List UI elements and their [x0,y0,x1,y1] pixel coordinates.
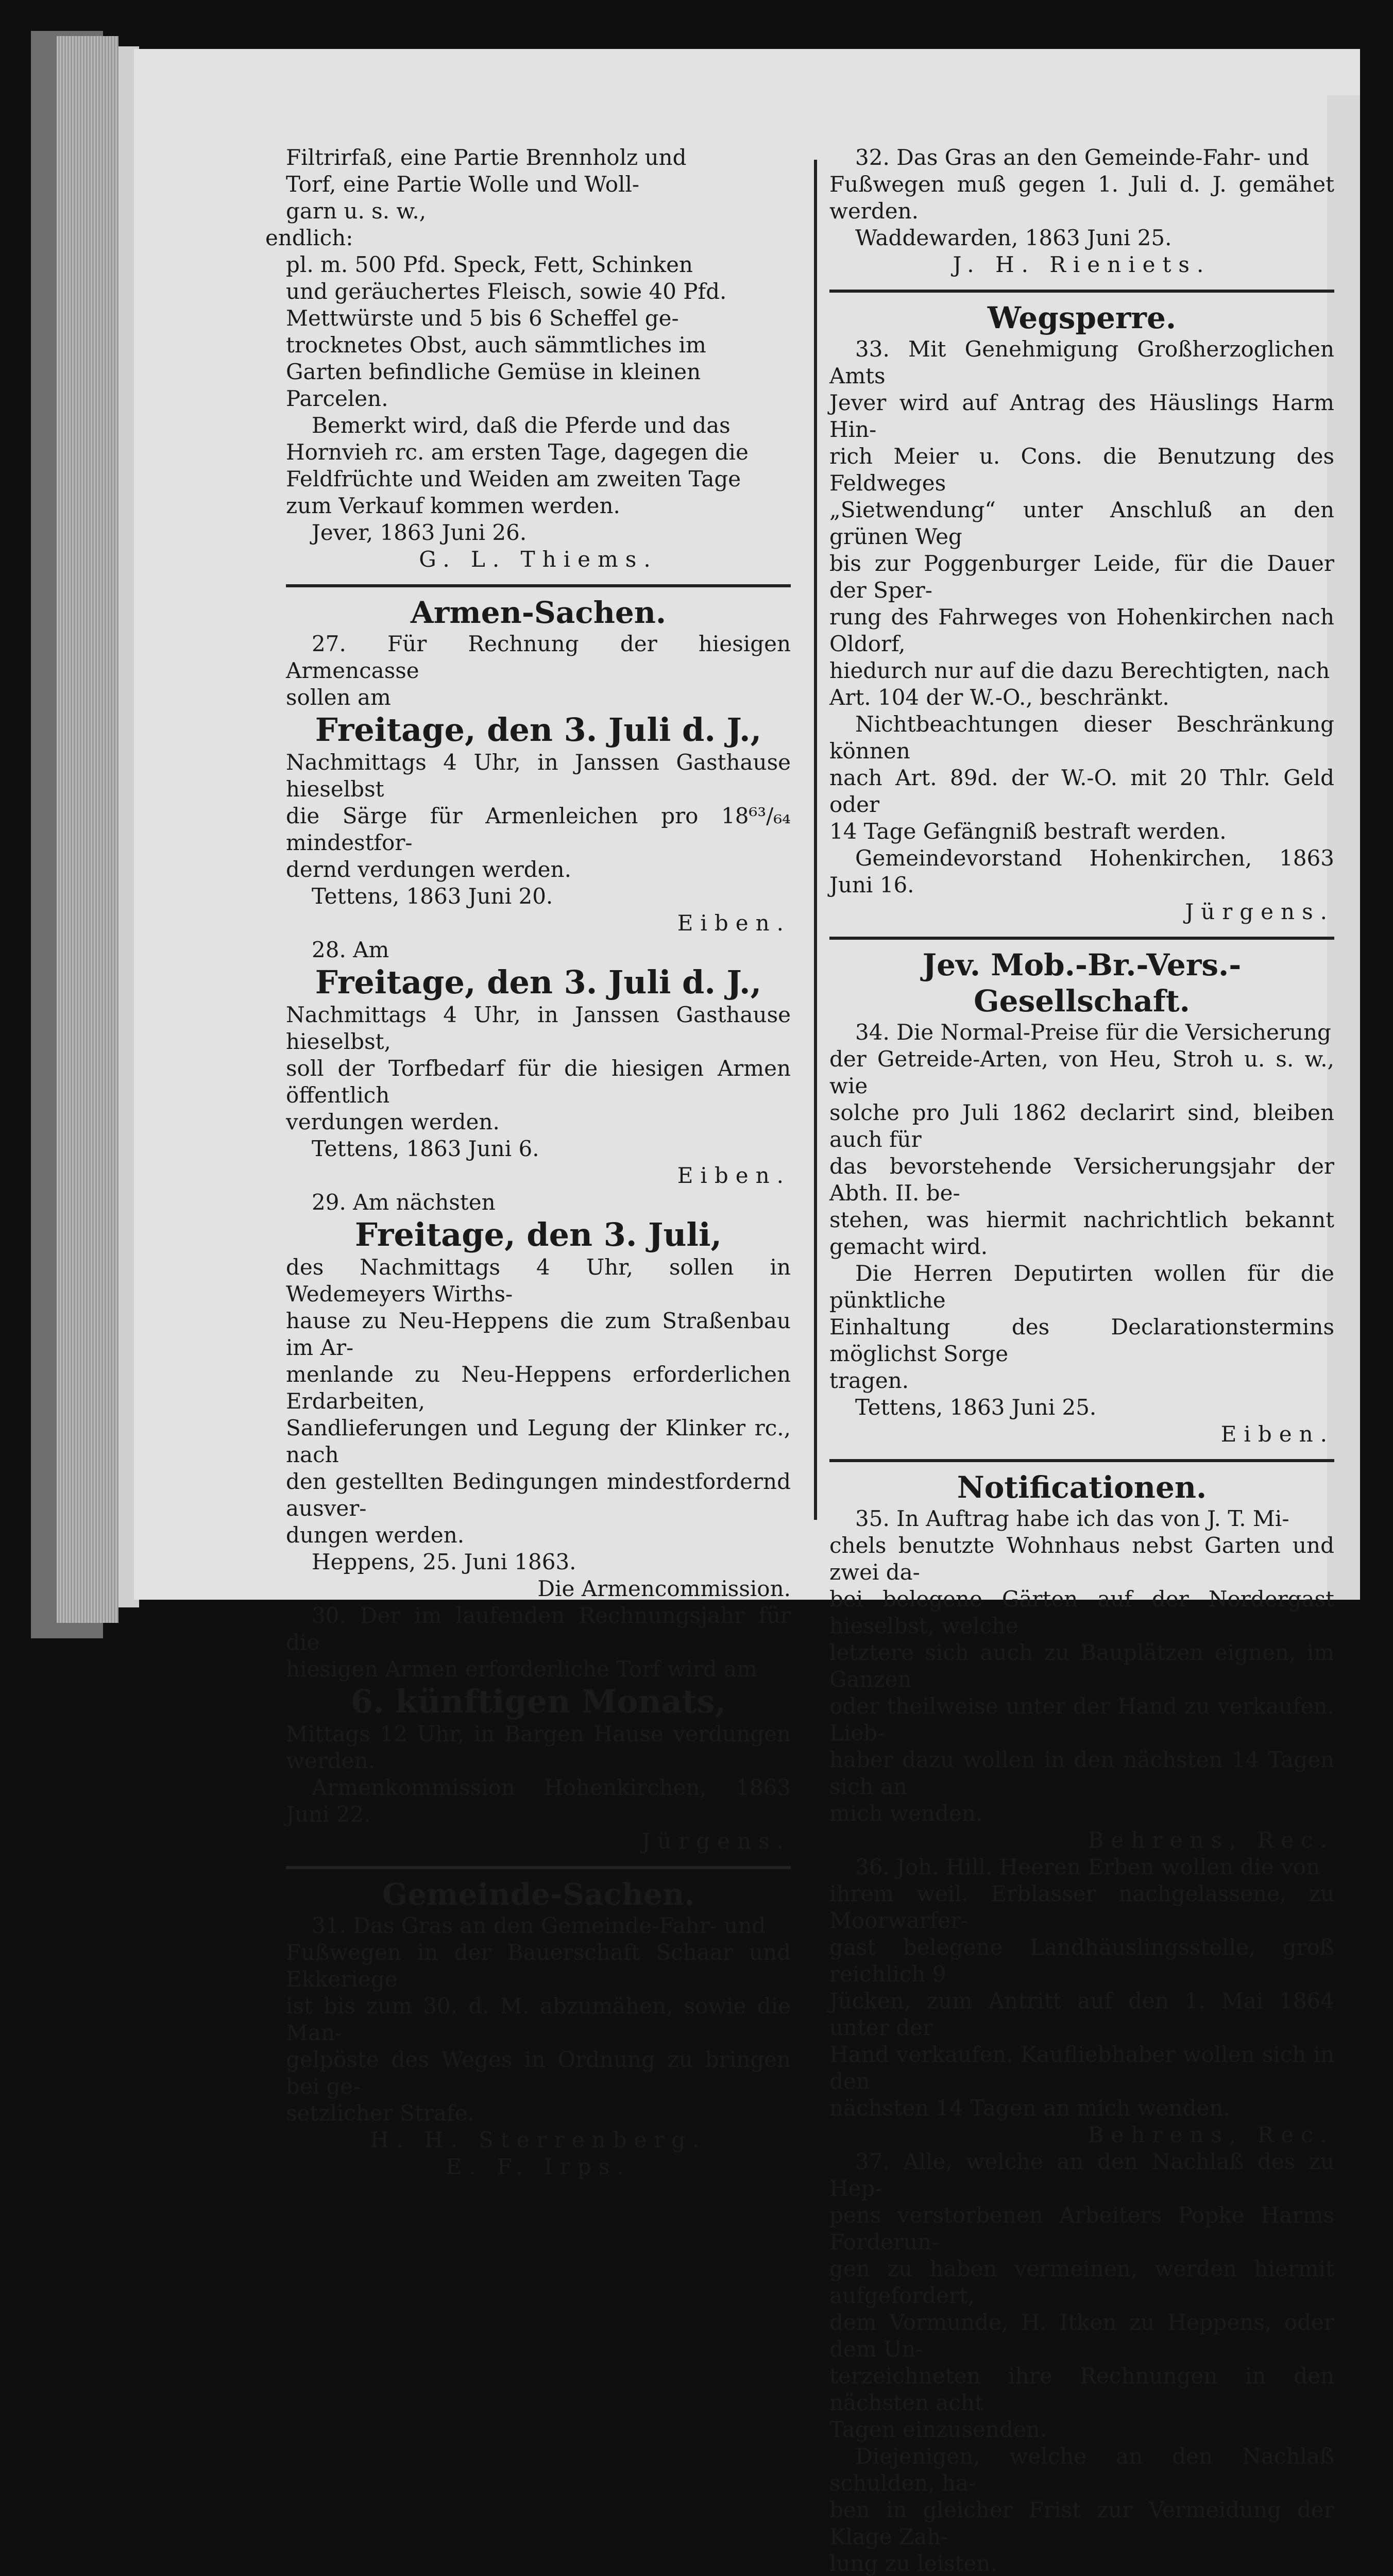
text-line: Nachmittags 4 Uhr, in Janssen Gasthause hieselbst [286,750,791,802]
text-line: 33. Mit Genehmigung Großherzoglichen Amts [829,336,1334,388]
text-line: die Särge für Armenleichen pro 18⁶³/₆₄ mindestfor- [286,803,791,855]
text-line: gelpöste des Weges in Ordnung zu bringen bei ge- [286,2047,791,2099]
signature: Jürgens. [641,1828,791,1854]
text-line: trocknetes Obst, auch sämmtliches im [286,332,706,358]
text-line: pl. m. 500 Pfd. Speck, Fett, Schinken [286,252,693,277]
text-line: Gemeindevorstand Hohenkirchen, 1863 Juni 16. [829,845,1334,897]
text-line: Tagen einzusenden. [829,2417,1047,2442]
date-headline: 6. künftigen Monats, [350,1683,726,1720]
text-line: ihrem weil. Erblasser nachgelassene, zu Moorwarfer- [829,1881,1334,1933]
text-line: chels benutzte Wohnhaus nebst Garten und zwei da- [829,1533,1334,1585]
text-line: Tettens, 1863 Juni 6. [312,1136,539,1161]
text-line: pens verstorbenen Arbeiters Popke Harms Forderun- [829,2202,1334,2255]
text-line: letztere sich auch zu Bauplätzen eignen, im Ganzen [829,1640,1334,1692]
text-line: nach Art. 89d. der W.-O. mit 20 Thlr. Geld oder [829,765,1334,817]
text-line: der Getreide-Arten, von Heu, Stroh u. s. w., wie [829,1046,1334,1098]
signature: J. H. Rieniets. [953,252,1211,277]
text-line: Armenkommission Hohenkirchen, 1863 Juni 22. [286,1775,791,1827]
text-line: „Sietwendung“ unter Anschluß an den grünen Weg [829,497,1334,549]
text-line: sollen am [286,685,391,710]
section-rule [286,1866,791,1869]
text-line: tragen. [829,1368,909,1393]
text-line: Hand verkaufen. Kaufliebhaber wollen sich in den [829,2042,1334,2094]
signature: Eiben. [677,910,791,936]
text-line: Sandlieferungen und Legung der Klinker rc., nach [286,1415,791,1467]
text-line: hause zu Neu-Heppens die zum Straßenbau im Ar- [286,1308,791,1360]
text-line: Waddewarden, 1863 Juni 25. [855,225,1172,250]
text-line: das bevorstehende Versicherungsjahr der Abth. II. be- [829,1154,1334,1206]
text-line: 14 Tage Gefängniß bestraft werden. [829,819,1227,844]
text-line: 29. Am nächsten [312,1190,496,1215]
text-line: Parcelen. [286,386,388,411]
signature: E. F. Irps. [446,2154,631,2179]
text-line: dungen werden. [286,1522,465,1548]
text-line: zum Verkauf kommen werden. [286,493,620,518]
text-line: Feldfrüchte und Weiden am zweiten Tage [286,466,741,492]
text-line: 31. Das Gras an den Gemeinde-Fahr- und [312,1913,766,1938]
text-line: hiedurch nur auf die dazu Berechtigten, nach [829,658,1330,683]
text-line: Bemerkt wird, daß die Pferde und das [312,413,731,438]
text-line: mich wenden. [829,1801,983,1826]
text-line: verdungen werden. [286,1109,500,1134]
text-line: menlande zu Neu-Heppens erforderlichen Erdarbeiten, [286,1362,791,1414]
text-line: Diejenigen, welche an den Nachlaß schulden, ha- [829,2444,1334,2496]
text-line: rich Meier u. Cons. die Benutzung des Feldweges [829,444,1334,496]
date-headline: Freitage, den 3. Juli d. J., [315,711,762,749]
text-line: Hornvieh rc. am ersten Tage, dagegen die [286,439,749,465]
section-title: Jev. Mob.-Br.-Vers.-Gesellschaft. [922,947,1242,1019]
signature: Behrens, Rec. [1088,1827,1334,1853]
signature: G. L. Thiems. [419,547,658,572]
text-line: ist bis zum 30. d. M. abzumähen, sowie die Man- [286,1993,791,2045]
section-rule [286,584,791,587]
text-line: lung zu leisten. [829,2551,997,2576]
text-line: Heppens, 25. Juni 1863. [312,1549,576,1574]
text-line: soll der Torfbedarf für die hiesigen Armen öffentlich [286,1056,791,1108]
text-line: garn u. s. w., [286,198,427,224]
text-line: Fußwegen muß gegen 1. Juli d. J. gemähet werden. [829,172,1334,224]
text-line: Jever wird auf Antrag des Häuslings Harm Hin- [829,390,1334,442]
text-line: Jever, 1863 Juni 26. [312,520,527,545]
date-headline: Freitage, den 3. Juli d. J., [315,963,762,1001]
section-rule [829,1459,1334,1462]
text-line: Torf, eine Partie Wolle und Woll- [286,172,640,197]
page-stack [57,36,118,1623]
right-column [829,144,1334,2576]
text-line: Nichtbeachtungen dieser Beschränkung können [829,711,1334,764]
text-line: dem Vormunde, H. Itken zu Heppens, oder dem Un- [829,2310,1334,2362]
text-line: 36. Joh. Hill. Heeren Erben wollen die von [855,1854,1320,1879]
text-line: stehen, was hiermit nachrichtlich bekannt gemacht wird. [829,1207,1334,1259]
signature: Eiben. [677,1163,791,1188]
text-line: haber dazu wollen in den nächsten 14 Tagen sich an [829,1747,1334,1799]
text-line: terzeichneten ihre Rechnungen in den nächsten acht [829,2363,1334,2415]
text-line: 28. Am [312,937,389,962]
text-line: 37. Alle, welche an den Nachlaß des zu Hep- [829,2149,1334,2201]
text-line: Mettwürste und 5 bis 6 Scheffel ge- [286,306,679,331]
text-line: 34. Die Normal-Preise für die Versicherung [855,1020,1331,1045]
text-line: 32. Das Gras an den Gemeinde-Fahr- und [855,145,1310,170]
text-line: Fußwegen in der Bauerschaft Schaar und Ekkeriege [286,1940,791,1992]
text-line: Die Herren Deputirten wollen für die pünktliche [829,1261,1334,1313]
signature: Eiben. [1220,1421,1334,1447]
text-line: setzlicher Strafe. [286,2100,474,2126]
text-line: ben in gleicher Frist zur Vermeidung der Klage Zah- [829,2497,1334,2549]
text-line: nächsten 14 Tagen an mich wenden. [829,2095,1230,2121]
section-title: Wegsperre. [987,300,1177,335]
text-line: des Nachmittags 4 Uhr, sollen in Wedemeyers Wirths- [286,1255,791,1307]
text-line: dernd verdungen werden. [286,857,571,882]
text-line: und geräuchertes Fleisch, sowie 40 Pfd. [286,279,727,304]
text-line: Tettens, 1863 Juni 25. [855,1395,1097,1420]
signature: Jürgens. [1185,899,1334,924]
text-line: gast belegene Landhäuslingsstelle, groß reichlich 9 [829,1935,1334,1987]
text-line: 35. In Auftrag habe ich das von J. T. Mi- [855,1506,1289,1531]
signature: Behrens, Rec. [1088,2122,1334,2147]
text-line: Einhaltung des Declarationstermins möglichst Sorge [829,1314,1334,1366]
section-rule [829,937,1334,940]
signature: Die Armencommission. [537,1576,791,1601]
section-title: Notificationen. [957,1470,1207,1505]
text-line: Jücken, zum Antritt auf den 1. Mai 1864 unter der [829,1988,1334,2040]
text-line: Filtrirfaß, eine Partie Brennholz und [286,145,687,170]
left-column [265,144,791,2180]
text-line: bis zur Poggenburger Leide, für die Dauer der Sper- [829,551,1334,603]
intro-text [265,144,791,573]
text-line: gen zu haben vermeinen, werden hiermit aufgefordert, [829,2256,1334,2308]
text-line: Garten befindliche Gemüse in kleinen [286,359,701,384]
text-line: Art. 104 der W.-O., beschränkt. [829,685,1169,710]
text-line: hiesigen Armen erforderliche Torf wird am [286,1656,757,1682]
section-title: Gemeinde-Sachen. [382,1877,695,1912]
text-line: rung des Fahrweges von Hohenkirchen nach Oldorf, [829,604,1334,656]
text-line: 27. Für Rechnung der hiesigen Armencasse [286,631,791,683]
date-headline: Freitage, den 3. Juli, [354,1216,722,1253]
text-line: oder theilweise unter der Hand zu verkaufen. Lieb- [829,1693,1334,1745]
text-line: 30. Der im laufenden Rechnungsjahr für die [286,1603,791,1655]
text-line: Nachmittags 4 Uhr, in Janssen Gasthause hieselbst, [286,1002,791,1054]
signature: H. H. Sterrenberg. [370,2127,707,2153]
text-line: den gestellten Bedingungen mindestfordernd ausver- [286,1469,791,1521]
section-title: Armen-Sachen. [410,595,667,630]
text-line: solche pro Juli 1862 declarirt sind, bleiben auch für [829,1100,1334,1152]
text-line: bei belegene Gärten auf der Nordergast hieselbst, welche [829,1586,1334,1638]
text-line: Tettens, 1863 Juni 20. [312,884,553,909]
text-line: Mittags 12 Uhr, in Bargen Hause verdungen werden. [286,1721,791,1773]
section-rule [829,290,1334,293]
text-line: endlich: [265,225,353,250]
column-divider [814,160,817,1520]
